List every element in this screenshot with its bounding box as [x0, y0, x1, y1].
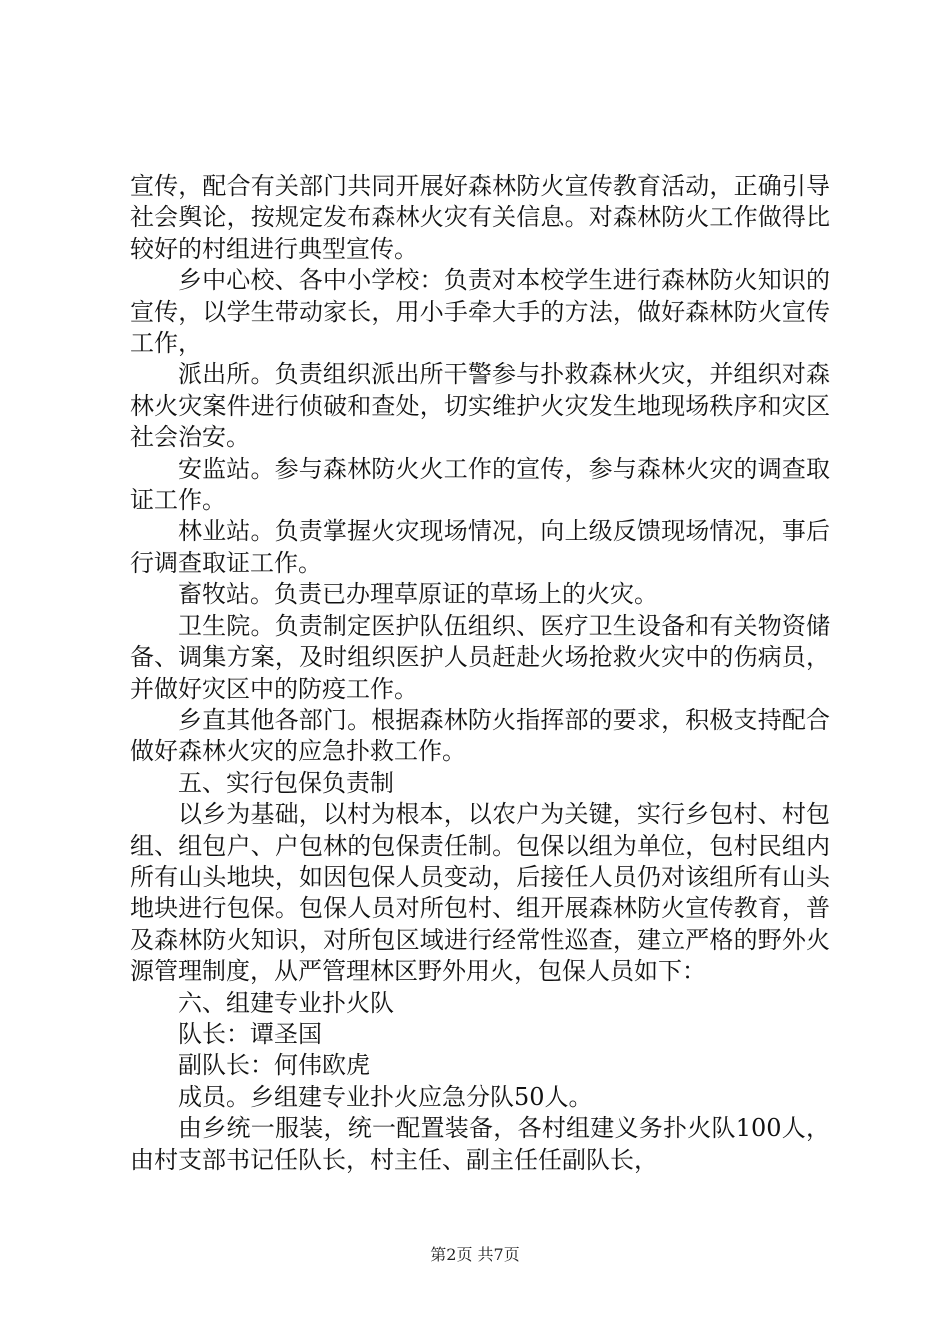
- paragraph-vice-captain: 副队长：何伟欧虎: [178, 1051, 370, 1080]
- document-body: [130, 171, 830, 1176]
- section-heading-6: 六、组建专业扑火队: [178, 988, 394, 1017]
- paragraph-schools: 乡中心校、各中小学校：负责对本校学生进行森林防火知识的宣传，以学生带动家长，用小手牵大手的方法，做好森林防火宣传工作，: [130, 266, 830, 358]
- section-heading-5: 五、实行包保负责制: [178, 768, 394, 797]
- paragraph-continuation: 宣传，配合有关部门共同开展好森林防火宣传教育活动，正确引导社会舆论，按规定发布森林火灾有关信息。对森林防火工作做得比较好的村组进行典型宣传。: [130, 172, 830, 263]
- paragraph-safety-station: 安监站。参与森林防火火工作的宣传，参与森林火灾的调查取证工作。: [130, 454, 830, 515]
- paragraph-health-center: 卫生院。负责制定医护队伍组织、医疗卫生设备和有关物资储备、调集方案，及时组织医护人员赶赴火场抢救火灾中的伤病员，并做好灾区中的防疫工作。: [130, 611, 830, 703]
- paragraph-uniform-equipment: 由乡统一服装，统一配置装备，各村组建义务扑火队100人，由村支部书记任队长，村主任、副主任任副队长，: [130, 1114, 830, 1174]
- paragraph-members: 成员。乡组建专业扑火应急分队50人。: [178, 1082, 593, 1111]
- paragraph-livestock-station: 畜牧站。负责已办理草原证的草场上的火灾。: [178, 580, 658, 609]
- page-number: 第2页 共7页: [430, 1245, 520, 1264]
- paragraph-police-station: 派出所。负责组织派出所干警参与扑救森林火灾，并组织对森林火灾案件进行侦破和查处，切实维护火灾发生地现场秩序和灾区社会治安。: [130, 360, 830, 452]
- paragraph-captain: 队长：谭圣国: [178, 1019, 322, 1048]
- paragraph-forestry-station: 林业站。负责掌握火灾现场情况，向上级反馈现场情况，事后行调查取证工作。: [130, 517, 830, 577]
- paragraph-other-departments: 乡直其他各部门。根据森林防火指挥部的要求，积极支持配合做好森林火灾的应急扑救工作。: [130, 705, 830, 766]
- paragraph-responsibility-system: 以乡为基础，以村为根本，以农户为关键，实行乡包村、村包组、组包户、户包林的包保责任制。包保以组为单位，包村民组内所有山头地块，如因包保人员变动，后接任人员仍对该组所有山头地块进行包保。包保人员对所包村、组开展森林防火宣传教育，普及森林防火知识，对所包区域进行经常性巡查，建立严格的野外火源管理制度，从严管理林区野外用火，包保人员如下：: [130, 800, 830, 986]
